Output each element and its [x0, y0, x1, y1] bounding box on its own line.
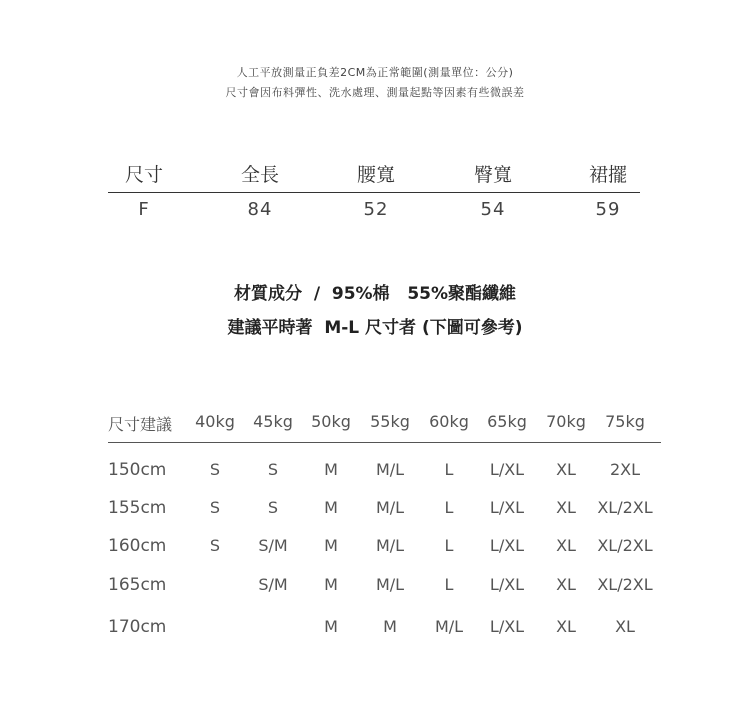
size-value: F — [138, 199, 150, 220]
size-cell: XL — [615, 617, 635, 636]
size-cell: XL — [556, 498, 576, 517]
header-length: 全長 — [240, 164, 279, 186]
size-cell: L/XL — [489, 536, 525, 555]
height-label: 160cm — [108, 536, 167, 556]
size-table-header — [108, 412, 661, 438]
size-cell: M — [324, 460, 338, 479]
weight-header: 45kg — [253, 412, 293, 431]
size-cell: S/M — [258, 536, 288, 555]
height-label: 165cm — [108, 575, 167, 595]
height-label: 150cm — [108, 460, 167, 480]
header-divider — [108, 192, 640, 193]
size-cell: S — [209, 460, 221, 479]
size-cell: XL — [556, 460, 576, 479]
hem-value: 59 — [595, 199, 621, 220]
size-table-corner: 尺寸建議 — [108, 415, 173, 434]
size-cell: 2XL — [609, 460, 641, 479]
size-cell: M/L — [375, 498, 405, 517]
size-table-row — [108, 536, 661, 558]
size-cell: S — [209, 536, 221, 555]
size-cell: L — [444, 460, 454, 479]
header-size: 尺寸 — [124, 164, 163, 186]
size-cell: M/L — [375, 536, 405, 555]
weight-header: 50kg — [311, 412, 351, 431]
size-cell: L — [444, 575, 454, 594]
header-waist: 腰寬 — [356, 164, 395, 186]
size-cell: XL — [556, 536, 576, 555]
size-cell: L/XL — [489, 617, 525, 636]
size-cell: M/L — [375, 575, 405, 594]
size-cell: L/XL — [489, 575, 525, 594]
size-cell: XL/2XL — [597, 536, 653, 555]
size-cell: S/M — [258, 575, 288, 594]
measurement-note-2: 尺寸會因布料彈性、洗水處理、測量起點等因素有些微誤差 — [225, 86, 525, 99]
header-hip: 臀寬 — [473, 164, 512, 186]
measurement-note-1: 人工平放測量正負差2CM為正常範圍(測量單位：公分) — [236, 66, 514, 79]
size-table-row — [108, 575, 661, 597]
waist-value: 52 — [363, 199, 389, 220]
size-cell: M — [324, 617, 338, 636]
size-cell: XL — [556, 575, 576, 594]
size-table-row — [108, 460, 661, 482]
weight-header: 40kg — [195, 412, 235, 431]
size-recommendation-info: 建議平時著 M-L 尺寸者 (下圖可參考) — [227, 318, 523, 338]
size-cell: L — [444, 498, 454, 517]
size-table-divider — [108, 442, 661, 443]
length-value: 84 — [247, 199, 273, 220]
measurement-data-row — [108, 199, 640, 229]
size-cell: XL/2XL — [597, 575, 653, 594]
size-cell: S — [267, 498, 279, 517]
size-cell: M/L — [434, 617, 464, 636]
weight-header: 65kg — [487, 412, 527, 431]
weight-header: 55kg — [370, 412, 410, 431]
size-cell: L/XL — [489, 498, 525, 517]
size-cell: S — [267, 460, 279, 479]
measurement-table — [108, 160, 640, 229]
size-cell: M/L — [375, 460, 405, 479]
weight-header: 75kg — [605, 412, 645, 431]
size-cell: S — [209, 498, 221, 517]
hip-value: 54 — [480, 199, 506, 220]
header-hem: 裙擺 — [588, 164, 627, 186]
size-cell: M — [383, 617, 397, 636]
size-table-row — [108, 498, 661, 520]
height-label: 155cm — [108, 498, 167, 518]
size-table-row — [108, 617, 661, 639]
size-cell: L — [444, 536, 454, 555]
size-cell: M — [324, 536, 338, 555]
material-info: 材質成分 / 95%棉 55%聚酯纖維 — [233, 284, 517, 304]
size-cell: XL/2XL — [597, 498, 653, 517]
height-label: 170cm — [108, 617, 167, 637]
size-cell: XL — [556, 617, 576, 636]
size-cell: M — [324, 575, 338, 594]
size-recommendation-table — [108, 412, 661, 637]
weight-header: 70kg — [546, 412, 586, 431]
weight-header: 60kg — [429, 412, 469, 431]
size-cell: L/XL — [489, 460, 525, 479]
size-cell: M — [324, 498, 338, 517]
measurement-header-row — [108, 160, 640, 190]
